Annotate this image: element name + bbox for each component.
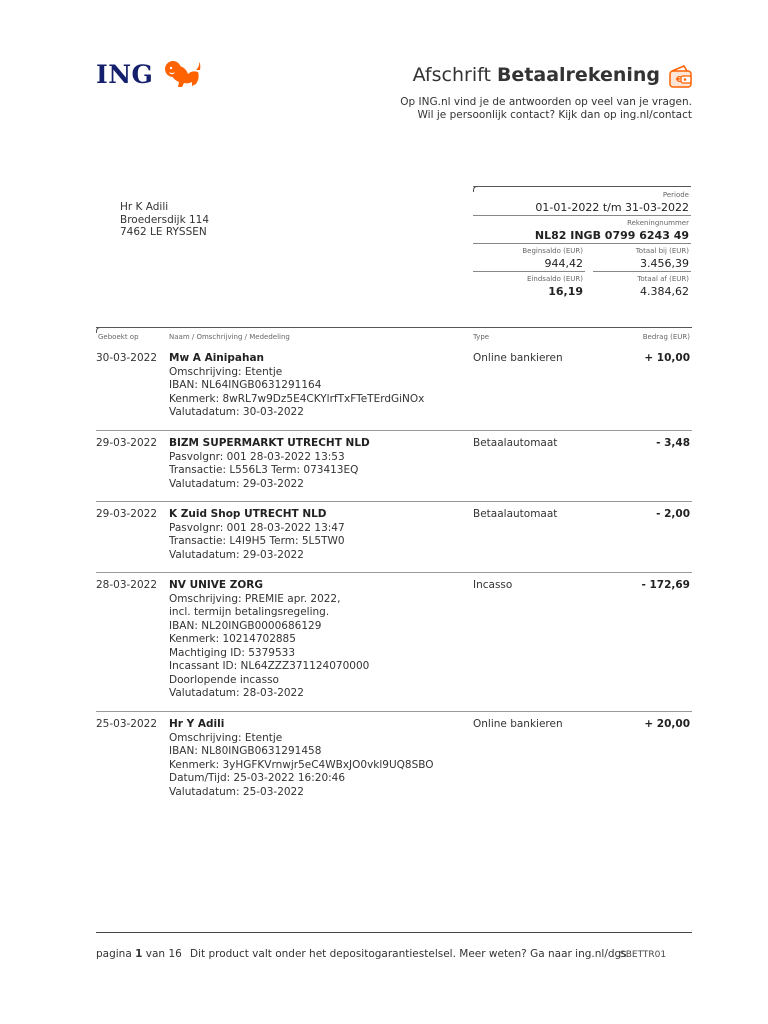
form-code: SBETTR01	[620, 950, 667, 960]
transaction-detail-line: Omschrijving: Etentje	[169, 365, 283, 378]
footer-rule	[96, 932, 692, 933]
page-mid: van	[145, 948, 166, 960]
summary-rule	[473, 243, 691, 244]
transaction-detail-line: incl. termijn betalingsregeling.	[169, 606, 330, 618]
document-title	[413, 64, 660, 86]
totaal-bij-label: Totaal bij (EUR)	[635, 247, 689, 255]
transaction-date: 29-03-2022	[96, 437, 158, 449]
transaction-detail-line: Valutadatum: 30-03-2022	[169, 406, 304, 418]
transaction-type: Incasso	[473, 579, 513, 591]
beginsaldo-label: Beginsaldo (EUR)	[522, 247, 583, 255]
eindsaldo-label: Eindsaldo (EUR)	[527, 275, 583, 283]
column-header-naam: Naam / Omschrijving / Mededeling	[169, 333, 290, 341]
transaction-details	[169, 593, 369, 701]
transaction-type: Online bankieren	[473, 718, 563, 730]
page-indicator	[96, 948, 182, 960]
transaction-detail-line: Omschrijving: Etentje	[169, 731, 283, 744]
transaction-date: 25-03-2022	[96, 718, 158, 730]
transaction-detail-line: Pasvolgnr: 001 28-03-2022 13:47	[169, 521, 345, 534]
summary-top-rule	[473, 186, 691, 187]
ing-logo	[96, 56, 226, 96]
page-number: 1	[135, 948, 143, 960]
transaction-detail-line: Incassant ID: NL64ZZZ371124070000	[169, 660, 370, 672]
transaction-name: BIZM SUPERMARKT UTRECHT NLD	[169, 437, 370, 449]
transaction-detail-line: IBAN: NL80INGB0631291458	[169, 745, 322, 757]
periode-value: 01-01-2022 t/m 31-03-2022	[535, 201, 689, 214]
transaction-detail-line: Omschrijving: PREMIE apr. 2022,	[169, 592, 341, 605]
transaction-detail-line: Pasvolgnr: 001 28-03-2022 13:53	[169, 450, 345, 463]
transaction-date: 29-03-2022	[96, 508, 158, 520]
transaction-name: Mw A Ainipahan	[169, 352, 265, 364]
help-line-1: Op ING.nl vind je de antwoorden op veel van je vragen.	[400, 96, 692, 108]
deposit-notice: Dit product valt onder het depositogarantiestelsel. Meer weten? Ga naar ing.nl/dgs	[190, 948, 627, 960]
transaction-detail-line: Transactie: L4I9H5 Term: 5L5TW0	[169, 535, 345, 547]
transaction-detail-line: Machtiging ID: 5379533	[169, 646, 296, 659]
summary-rule	[473, 215, 691, 216]
transaction-detail-line: Doorlopende incasso	[169, 673, 279, 686]
transaction-detail-line: Datum/Tijd: 25-03-2022 16:20:46	[169, 772, 346, 784]
transaction-type: Online bankieren	[473, 352, 563, 364]
transaction-details	[169, 366, 424, 420]
transaction-detail-line: Kenmerk: 8wRL7w9Dz5E4CKYlrfTxFTeTErdGiNOx	[169, 392, 425, 405]
totaal-af-label: Totaal af (EUR)	[637, 275, 689, 283]
title-main: Betaalrekening	[496, 64, 660, 86]
row-separator	[96, 711, 692, 712]
column-header-bedrag: Bedrag (EUR)	[642, 333, 690, 341]
page-total: 16	[168, 948, 182, 960]
transaction-amount: + 20,00	[644, 718, 690, 730]
transaction-detail-line: IBAN: NL20INGB0000686129	[169, 619, 322, 632]
svg-text:€: €	[676, 75, 682, 84]
transaction-name: NV UNIVE ZORG	[169, 579, 263, 591]
rekeningnummer-value: NL82 INGB 0799 6243 49	[534, 229, 689, 242]
transaction-amount: - 3,48	[656, 437, 690, 449]
transaction-detail-line: Valutadatum: 29-03-2022	[169, 477, 304, 490]
column-header-type: Type	[473, 333, 490, 341]
wallet-euro-icon	[668, 64, 694, 90]
transaction-details	[169, 522, 345, 563]
transaction-detail-line: Kenmerk: 10214702885	[169, 633, 296, 645]
table-header-rule	[96, 327, 692, 328]
address-name: Hr K Adili	[120, 201, 169, 213]
transaction-amount: - 2,00	[656, 508, 690, 520]
row-separator	[96, 572, 692, 573]
transaction-name: K Zuid Shop UTRECHT NLD	[169, 508, 327, 520]
address-street: Broedersdijk 114	[120, 213, 210, 226]
transaction-type: Betaalautomaat	[473, 437, 558, 449]
address-city: 7462 LE RYSSEN	[120, 226, 207, 238]
address-block	[120, 201, 209, 239]
periode-label: Periode	[662, 191, 689, 199]
title-prefix: Afschrift	[412, 64, 491, 86]
summary-rule	[473, 271, 585, 272]
summary-corner	[473, 186, 479, 192]
transaction-detail-line: Valutadatum: 25-03-2022	[169, 785, 304, 798]
transaction-detail-line: IBAN: NL64INGB0631291164	[169, 379, 322, 391]
transaction-date: 28-03-2022	[96, 579, 158, 591]
totaal-af-value: 4.384,62	[640, 285, 689, 298]
transaction-details	[169, 451, 358, 492]
transaction-detail-line: Valutadatum: 29-03-2022	[169, 548, 304, 561]
transaction-amount: + 10,00	[644, 352, 690, 364]
transaction-detail-line: Valutadatum: 28-03-2022	[169, 687, 304, 699]
rekeningnummer-label: Rekeningnummer	[627, 219, 689, 227]
totaal-bij-value: 3.456,39	[640, 257, 689, 270]
page-prefix: pagina	[96, 948, 132, 960]
row-separator	[96, 501, 692, 502]
eindsaldo-value: 16,19	[548, 285, 583, 298]
transaction-type: Betaalautomaat	[473, 508, 558, 520]
row-separator	[96, 430, 692, 431]
account-summary	[473, 186, 691, 302]
help-line-2: Wil je persoonlijk contact? Kijk dan op ing.nl/contact	[417, 109, 692, 121]
transaction-detail-line: Kenmerk: 3yHGFKVrnwjr5eC4WBxJO0vkl9UQ8SBO	[169, 758, 434, 771]
transaction-amount: - 172,69	[641, 579, 690, 591]
transaction-detail-line: Transactie: L556L3 Term: 073413EQ	[169, 464, 359, 476]
transaction-details	[169, 732, 434, 800]
transaction-date: 30-03-2022	[96, 352, 158, 364]
beginsaldo-value: 944,42	[544, 257, 583, 270]
summary-rule	[593, 271, 691, 272]
transaction-name: Hr Y Adili	[169, 718, 225, 730]
ing-lion-icon	[162, 58, 202, 90]
help-text	[400, 96, 692, 122]
logo-text: ING	[96, 60, 154, 89]
column-header-geboekt: Geboekt op	[98, 333, 139, 341]
